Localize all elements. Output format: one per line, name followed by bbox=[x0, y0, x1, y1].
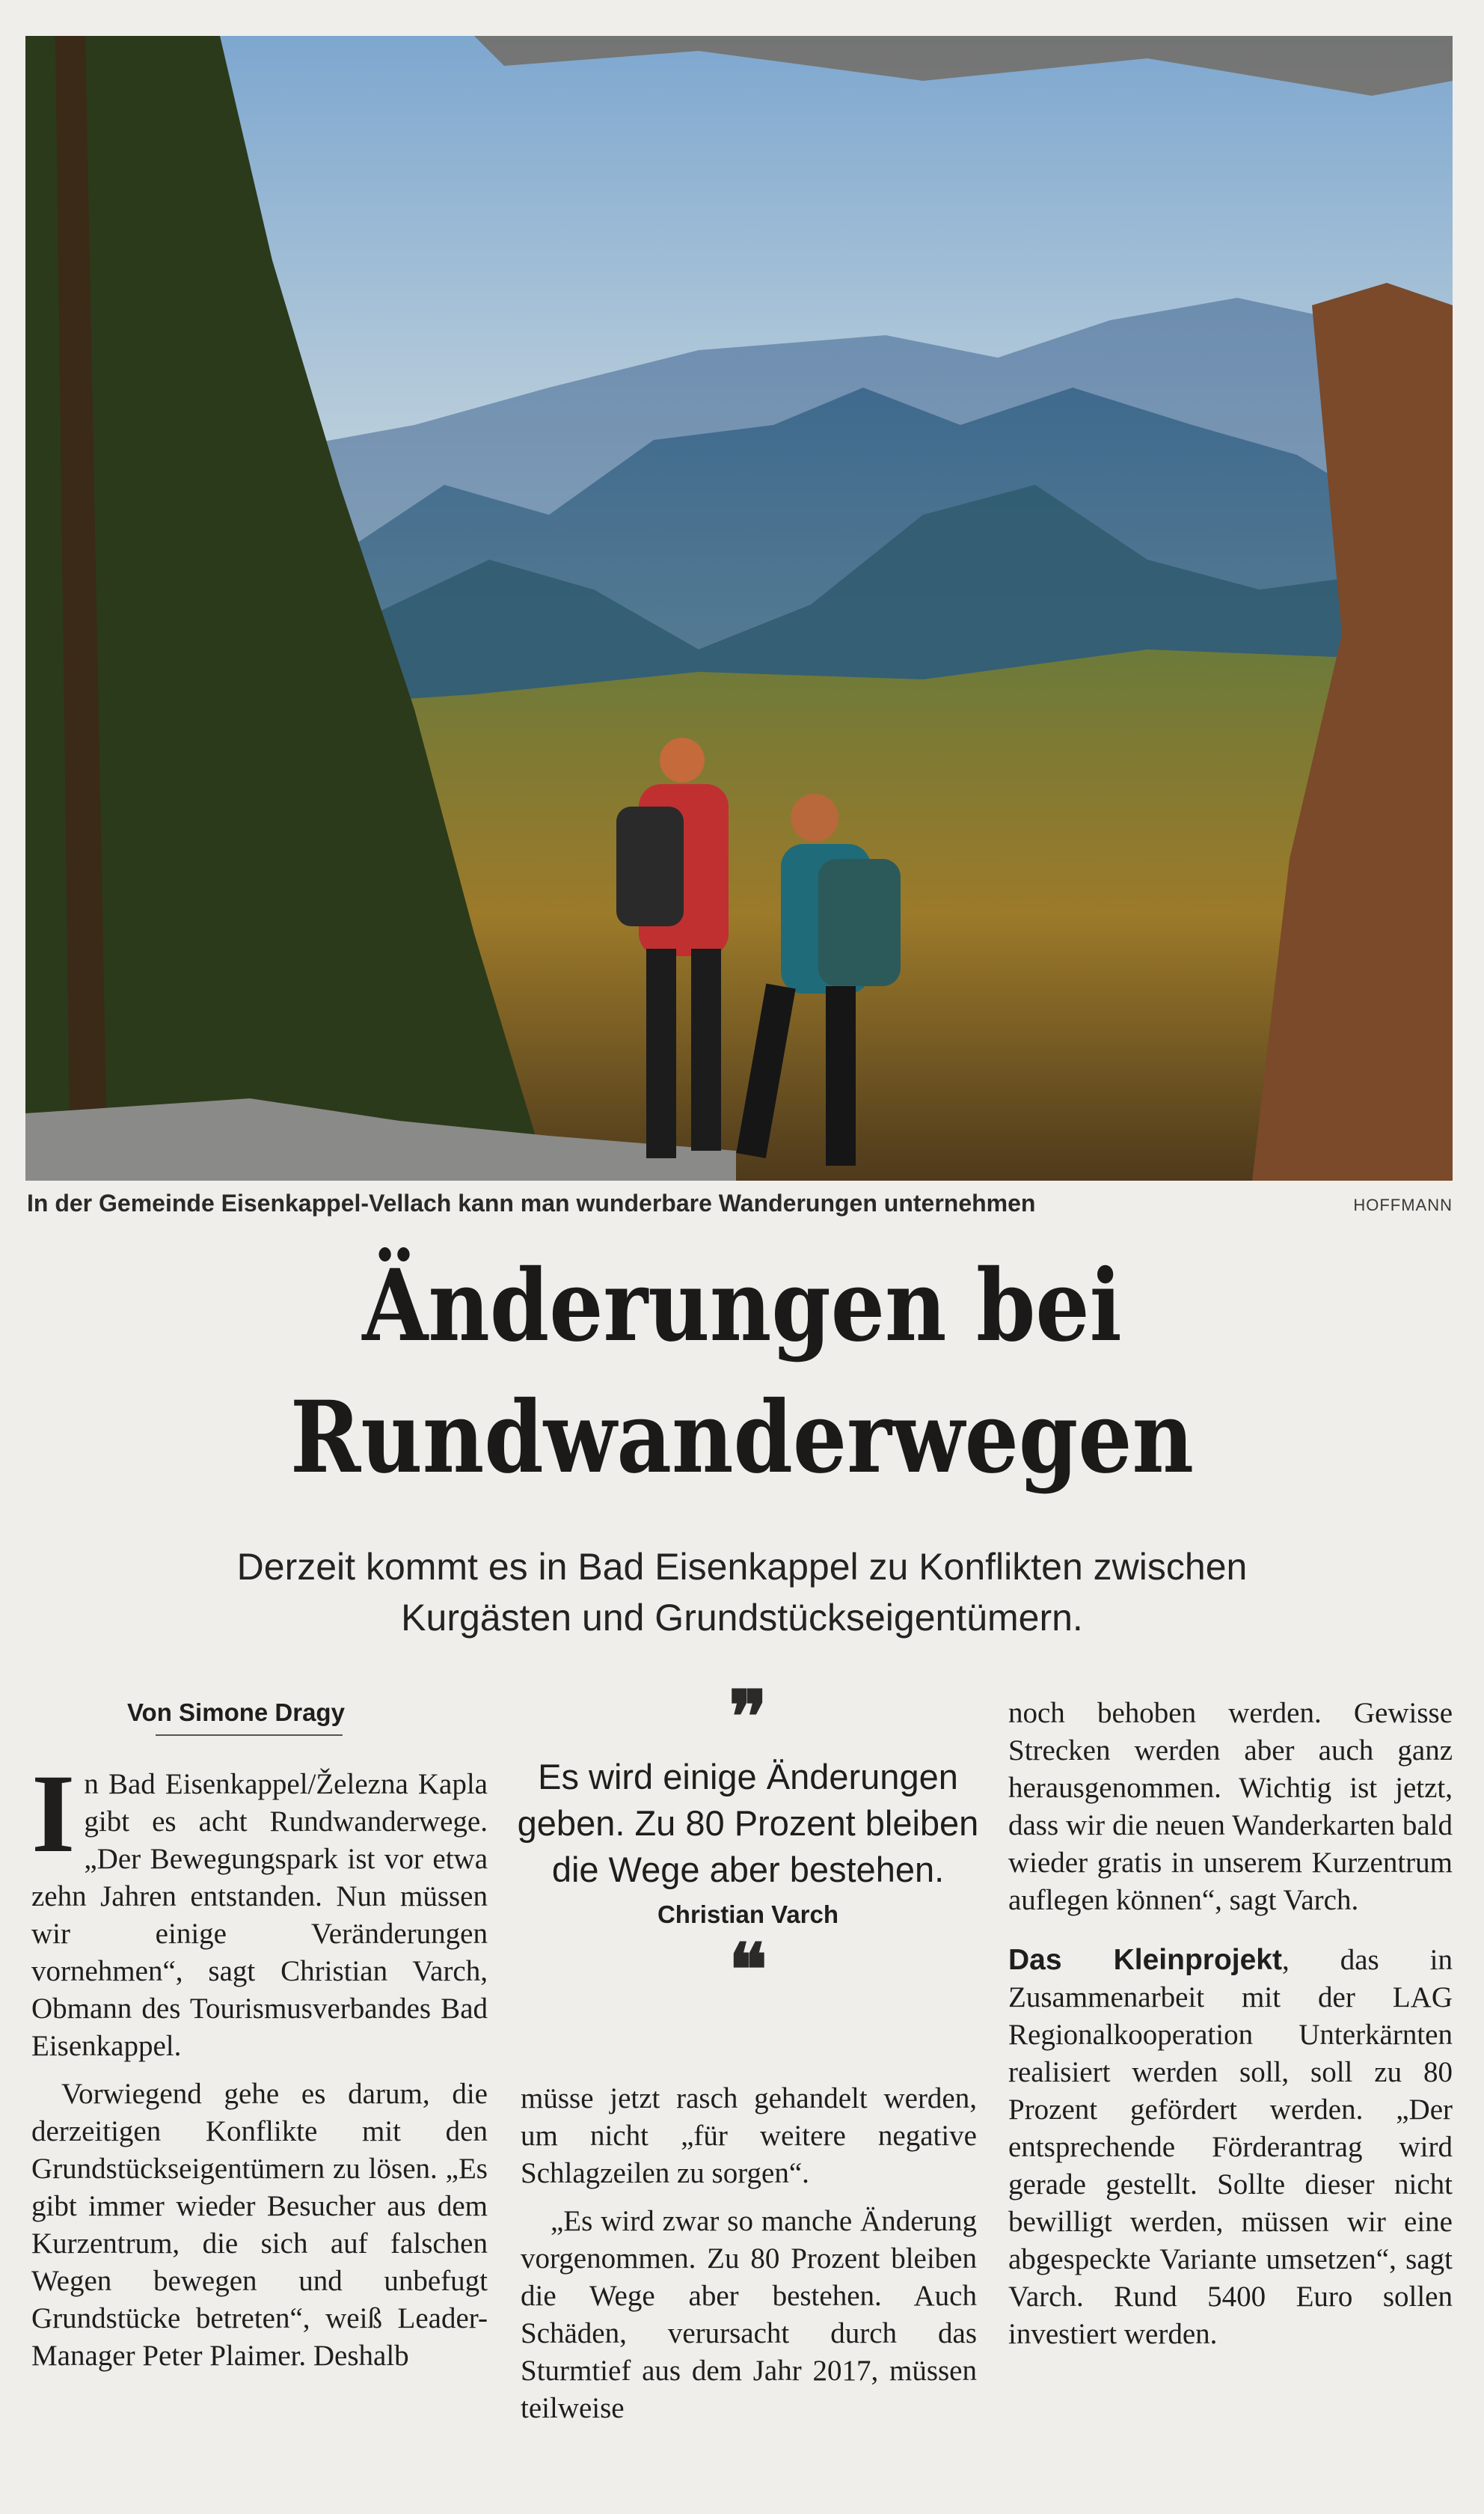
paragraph-5: noch behoben werden. Gewisse Strecken werden aber auch ganz herausgenommen. Wichtig ist jetzt, dass wir die neuen Wanderkarten bald wieder gratis in unserem Kurzentrum auflegen können“, sagt Varch. bbox=[1008, 1697, 1453, 1916]
paragraph-6 bbox=[1008, 1942, 1453, 2353]
headline-line-1: Änderungen bei bbox=[362, 1248, 1122, 1364]
paragraph-6-text: , das in Zusammenarbeit mit der LAG Regionalkooperation Unterkärnten realisiert werden soll, soll zu 80 Prozent gefördert werden. „Der entsprechende Förderantrag wird gerade gestellt. Sollte dieser nicht bewilligt werden, müssen wir eine abgespeckte Variante umsetzen“, sagt Varch. Rund 5400 Euro sollen investiert werden. bbox=[1008, 1944, 1453, 2350]
paragraph-1-text: n Bad Eisenkappel/Železna Kapla gibt es acht Rundwanderwege. „Der Bewegungspark ist vor etwa zehn Jahren entstanden. Nun müssen wir einige Veränderungen vornehmen“, sagt Christian Varch, Obmann des Tourismusverbandes Bad Eisenkappel. bbox=[31, 1768, 488, 2062]
paragraph-1 bbox=[31, 1752, 488, 2065]
paragraph-4: „Es wird zwar so manche Änderung vorgenommen. Zu 80 Prozent bleiben die Wege aber bestehen. Auch Schäden, verursacht durch das Sturmtief aus dem Jahr 2017, müssen teilweise bbox=[521, 2205, 977, 2424]
subheadline: Derzeit kommt es in Bad Eisenkappel zu Konflikten zwischen Kurgästen und Grundstückseigentümern. bbox=[236, 1546, 1248, 1639]
pull-quote-text: Es wird einige Änderungen geben. Zu 80 Prozent bleiben die Wege aber bestehen. bbox=[517, 1757, 979, 1889]
pull-quote bbox=[516, 1675, 980, 2012]
headline-line-2: Rundwanderwegen bbox=[289, 1380, 1195, 1496]
photo-credit: HOFFMANN bbox=[1353, 1196, 1453, 1214]
dropcap: I bbox=[31, 1752, 76, 1876]
article-photo bbox=[25, 36, 1453, 1181]
byline: Von Simone Dragy bbox=[127, 1698, 345, 1726]
paragraph-3: müsse jetzt rasch gehandelt werden, um nicht „für weitere negative Schlagzeilen zu sorgen“. bbox=[521, 2082, 977, 2189]
article-column-1 bbox=[31, 1752, 488, 2385]
quote-close-icon: ❝ bbox=[729, 1927, 767, 2012]
article-column-2 bbox=[521, 2080, 977, 2438]
hikers-mountain-image bbox=[25, 36, 1453, 1181]
article-column-3 bbox=[1008, 1695, 1453, 2364]
paragraph-2: Vorwiegend gehe es darum, die derzeitigen Konflikte mit den Grundstückseigentümern zu lösen. „Es gibt immer wieder Besucher aus dem Kurzentrum, die sich auf falschen Wegen bewegen und unbefugt Grundstücke betreten“, weiß Leader-Manager Peter Plaimer. Deshalb bbox=[31, 2078, 488, 2372]
paragraph-6-lead-in: Das Kleinprojekt bbox=[1008, 1944, 1282, 1976]
quote-open-icon: ❞ bbox=[729, 1675, 767, 1759]
photo-caption: In der Gemeinde Eisenkappel-Vellach kann man wunderbare Wanderungen unternehmen bbox=[27, 1190, 1036, 1217]
pull-quote-author: Christian Varch bbox=[657, 1900, 839, 1928]
byline-rule bbox=[156, 1734, 343, 1736]
